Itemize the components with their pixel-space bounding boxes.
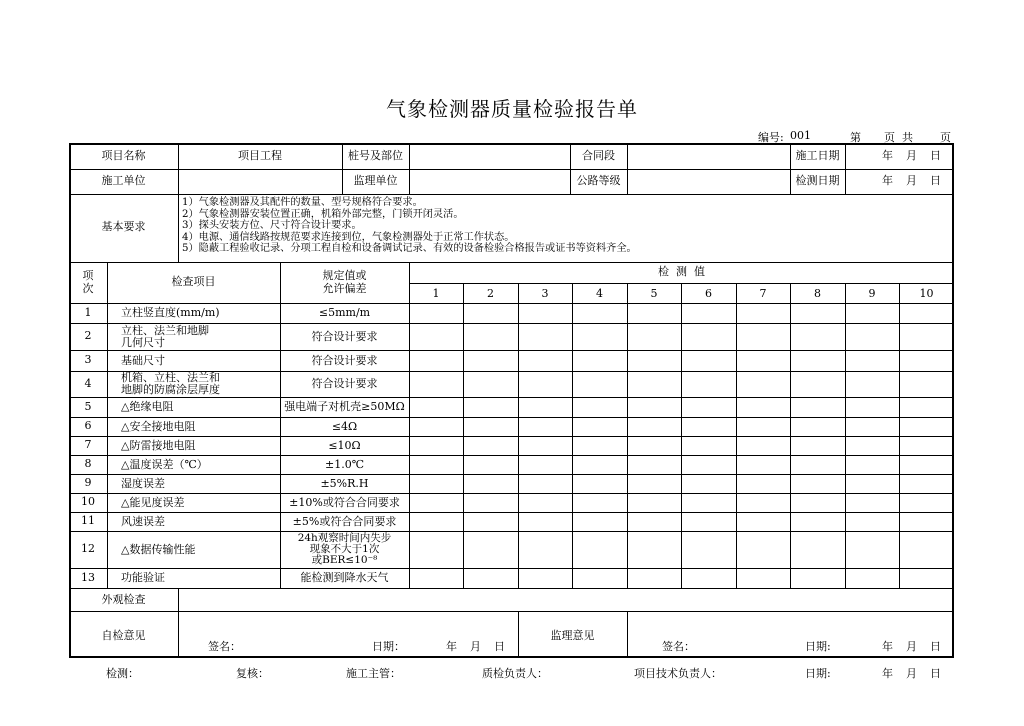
row-number: 3 (84, 353, 92, 367)
spec-value: ±5%R.H (320, 476, 369, 490)
spec-value-cell (280, 323, 409, 350)
row-number-cell (69, 371, 107, 397)
supervision-unit-label: 监理单位 (353, 174, 398, 187)
col-divider (178, 588, 179, 658)
col-divider (409, 143, 410, 194)
check-item-name: 湿度误差 (121, 476, 165, 490)
spec-value: ±10%或符合合同要求 (289, 495, 400, 509)
day-label: 日 (494, 640, 505, 653)
col-divider (845, 283, 846, 588)
construction-date-label: 施工日期 (795, 149, 840, 162)
col-divider (681, 283, 682, 588)
col-divider (736, 283, 737, 588)
contract-label: 合同段 (582, 149, 615, 162)
project-name-label: 项目名称 (101, 149, 146, 162)
check-item-name-cell (121, 371, 279, 397)
row-divider (69, 194, 954, 195)
row-divider (69, 611, 954, 612)
row-divider (69, 169, 954, 170)
year-label: 年 (446, 640, 457, 653)
basic-requirements-label: 基本要求 (101, 220, 146, 233)
col-divider (790, 283, 791, 588)
col-divider (572, 283, 573, 588)
col-divider (107, 262, 108, 588)
footer-inspector: 检测： (106, 667, 139, 680)
col-divider (899, 283, 900, 588)
row-number-cell (69, 455, 107, 474)
row-number-cell (69, 474, 107, 493)
spec-header: 规定值或 允许偏差 (322, 269, 367, 295)
serial-code: 001 (790, 129, 811, 142)
serial-code-label: 编号: (758, 131, 784, 144)
check-item-name: 立柱、法兰和地脚 几何尺寸 (121, 323, 209, 349)
spec-value: 能检测到降水天气 (300, 571, 389, 584)
measured-values-header: 检 测 值 (658, 265, 705, 278)
col-divider (627, 283, 628, 588)
spec-value-cell (280, 397, 409, 417)
station-label: 桩号及部位 (348, 149, 403, 162)
footer-reviewer: 复核： (236, 667, 269, 680)
check-item-name: △温度误差（℃） (121, 457, 208, 471)
col-divider (627, 611, 628, 658)
row-number: 10 (81, 495, 95, 509)
row-number: 4 (84, 376, 92, 390)
footer-date-label: 日期: (805, 667, 831, 680)
measure-number: 7 (759, 287, 767, 300)
col-divider (518, 283, 519, 588)
check-item-name: 基础尺寸 (121, 353, 165, 367)
day-label: 日 (930, 174, 941, 187)
spec-value-cell (280, 436, 409, 455)
check-item-name-cell (121, 417, 279, 436)
supervision-opinion-label: 监理意见 (550, 629, 595, 642)
measure-number: 3 (541, 287, 549, 300)
check-item-name: 风速误差 (121, 514, 165, 528)
page-label: 第 (850, 131, 861, 144)
day-label: 日 (930, 640, 941, 653)
spec-value: 强电端子对机壳≥50MΩ (284, 400, 405, 413)
check-item-name-cell (121, 323, 279, 350)
spec-value-cell (280, 512, 409, 531)
month-label: 月 (470, 640, 481, 653)
supervisor-sign-label: 签名： (662, 640, 695, 653)
appearance-check-label: 外观检查 (101, 593, 146, 606)
measure-number: 2 (487, 287, 494, 300)
row-number: 11 (81, 514, 95, 528)
check-item-name: △防雷接地电阻 (121, 438, 196, 452)
spec-value: 符合设计要求 (311, 329, 378, 343)
requirement-item: 5）隐蔽工程验收记录、分项工程自检和设备调试记录、有效的设备检验合格报告或证书等资料齐全。 (182, 243, 637, 255)
page-unit: 页 (884, 131, 895, 144)
item-no-header: 项 次 (82, 269, 94, 295)
row-divider (69, 588, 954, 589)
check-item-name-cell (121, 436, 279, 455)
year-label: 年 (882, 149, 893, 162)
year-label: 年 (882, 667, 893, 680)
document-title: 气象检测器质量检验报告单 (386, 97, 638, 121)
check-item-name-cell (121, 568, 279, 588)
row-number-cell (69, 493, 107, 512)
spec-value: ≤10Ω (328, 438, 361, 452)
total-unit: 页 (940, 131, 951, 144)
requirement-item: 4）电源、通信线路按规范要求连接到位，气象检测器处于正常工作状态。 (182, 231, 515, 243)
col-divider (627, 143, 628, 194)
requirements-list (182, 197, 637, 255)
col-divider (845, 143, 846, 194)
spec-value-cell (280, 303, 409, 323)
spec-value: ±1.0℃ (324, 457, 364, 471)
row-number-cell (69, 531, 107, 568)
spec-value: ≤5mm/m (318, 306, 371, 319)
row-number: 5 (84, 399, 92, 413)
month-label: 月 (906, 667, 917, 680)
col-divider (463, 283, 464, 588)
row-number-cell (69, 323, 107, 350)
spec-value-cell (280, 417, 409, 436)
row-number: 6 (84, 419, 92, 433)
spec-value-cell (280, 455, 409, 474)
col-divider (409, 262, 410, 588)
check-item-name: 机箱、立柱、法兰和 地脚的防腐涂层厚度 (121, 371, 220, 396)
footer-quality-lead: 质检负责人： (482, 667, 548, 680)
row-number-cell (69, 303, 107, 323)
year-label: 年 (882, 174, 893, 187)
month-label: 月 (906, 640, 917, 653)
check-item-name-cell (121, 531, 279, 568)
measure-number: 10 (919, 287, 934, 300)
measure-number: 6 (705, 287, 712, 300)
check-item-name-cell (121, 350, 279, 371)
measure-number: 9 (868, 287, 876, 300)
row-number-cell (69, 512, 107, 531)
road-grade-label: 公路等级 (576, 174, 621, 187)
spec-value: 符合设计要求 (311, 377, 378, 390)
measure-number: 5 (650, 287, 658, 300)
footer-construction-supervisor: 施工主管： (346, 667, 401, 680)
requirement-item: 3）探头安装方位、尺寸符合设计要求。 (182, 220, 362, 232)
row-number: 8 (84, 457, 92, 471)
self-sign-label: 签名： (208, 640, 241, 653)
spec-value-cell (280, 568, 409, 588)
row-number-cell (69, 568, 107, 588)
check-item-name: △能见度误差 (121, 495, 185, 509)
month-label: 月 (906, 174, 917, 187)
check-item-name-cell (121, 512, 279, 531)
row-number-cell (69, 397, 107, 417)
row-number: 7 (84, 438, 92, 452)
footer-tech-lead: 项目技术负责人： (634, 667, 722, 680)
check-item-name-cell (121, 455, 279, 474)
day-label: 日 (930, 149, 941, 162)
spec-value-cell (280, 350, 409, 371)
day-label: 日 (930, 667, 941, 680)
requirement-item: 2）气象检测器安装位置正确，机箱外部完整，门锁开闭灵活。 (182, 208, 464, 220)
requirement-item: 1）气象检测器及其配件的数量、型号规格符合要求。 (182, 197, 423, 208)
row-number: 12 (81, 542, 95, 556)
spec-value-cell (280, 493, 409, 512)
spec-value: 24h观察时间内失步 现象不大于1次 或BER≤10⁻⁸ (297, 532, 392, 566)
spec-value-cell (280, 371, 409, 397)
spec-value-cell (280, 531, 409, 568)
spec-value: ±5%或符合合同要求 (292, 514, 397, 528)
row-number-cell (69, 436, 107, 455)
row-divider (69, 262, 954, 263)
check-item-name: △数据传输性能 (121, 542, 196, 556)
check-item-name-cell (121, 303, 279, 323)
row-number-cell (69, 350, 107, 371)
check-item-name-cell (121, 474, 279, 493)
supervisor-date-label: 日期: (805, 640, 831, 653)
measure-number: 8 (814, 287, 821, 300)
project-name-value: 项目工程 (238, 149, 282, 162)
row-number-cell (69, 417, 107, 436)
row-number: 1 (84, 305, 92, 319)
spec-value-cell (280, 474, 409, 493)
measure-number: 1 (432, 287, 440, 300)
row-number: 13 (81, 570, 95, 584)
self-date-label: 日期： (372, 640, 405, 653)
check-item-name: 立柱竖直度(mm/m) (121, 306, 220, 319)
year-label: 年 (882, 640, 893, 653)
spec-value: 符合设计要求 (311, 353, 378, 367)
measure-number: 4 (596, 287, 603, 300)
check-item-name: △绝缘电阻 (121, 400, 174, 413)
month-label: 月 (906, 149, 917, 162)
self-check-label: 自检意见 (101, 629, 146, 642)
construction-unit-label: 施工单位 (101, 174, 146, 187)
row-number: 2 (84, 329, 92, 343)
check-item-name: △安全接地电阻 (121, 419, 196, 433)
row-number: 9 (84, 476, 92, 490)
check-item-name: 功能验证 (121, 571, 165, 584)
check-item-name-cell (121, 397, 279, 417)
check-item-header: 检查项目 (171, 275, 216, 288)
total-label: 共 (902, 131, 913, 144)
inspection-date-label: 检测日期 (795, 174, 840, 187)
spec-value: ≤4Ω (331, 419, 358, 433)
check-item-name-cell (121, 493, 279, 512)
